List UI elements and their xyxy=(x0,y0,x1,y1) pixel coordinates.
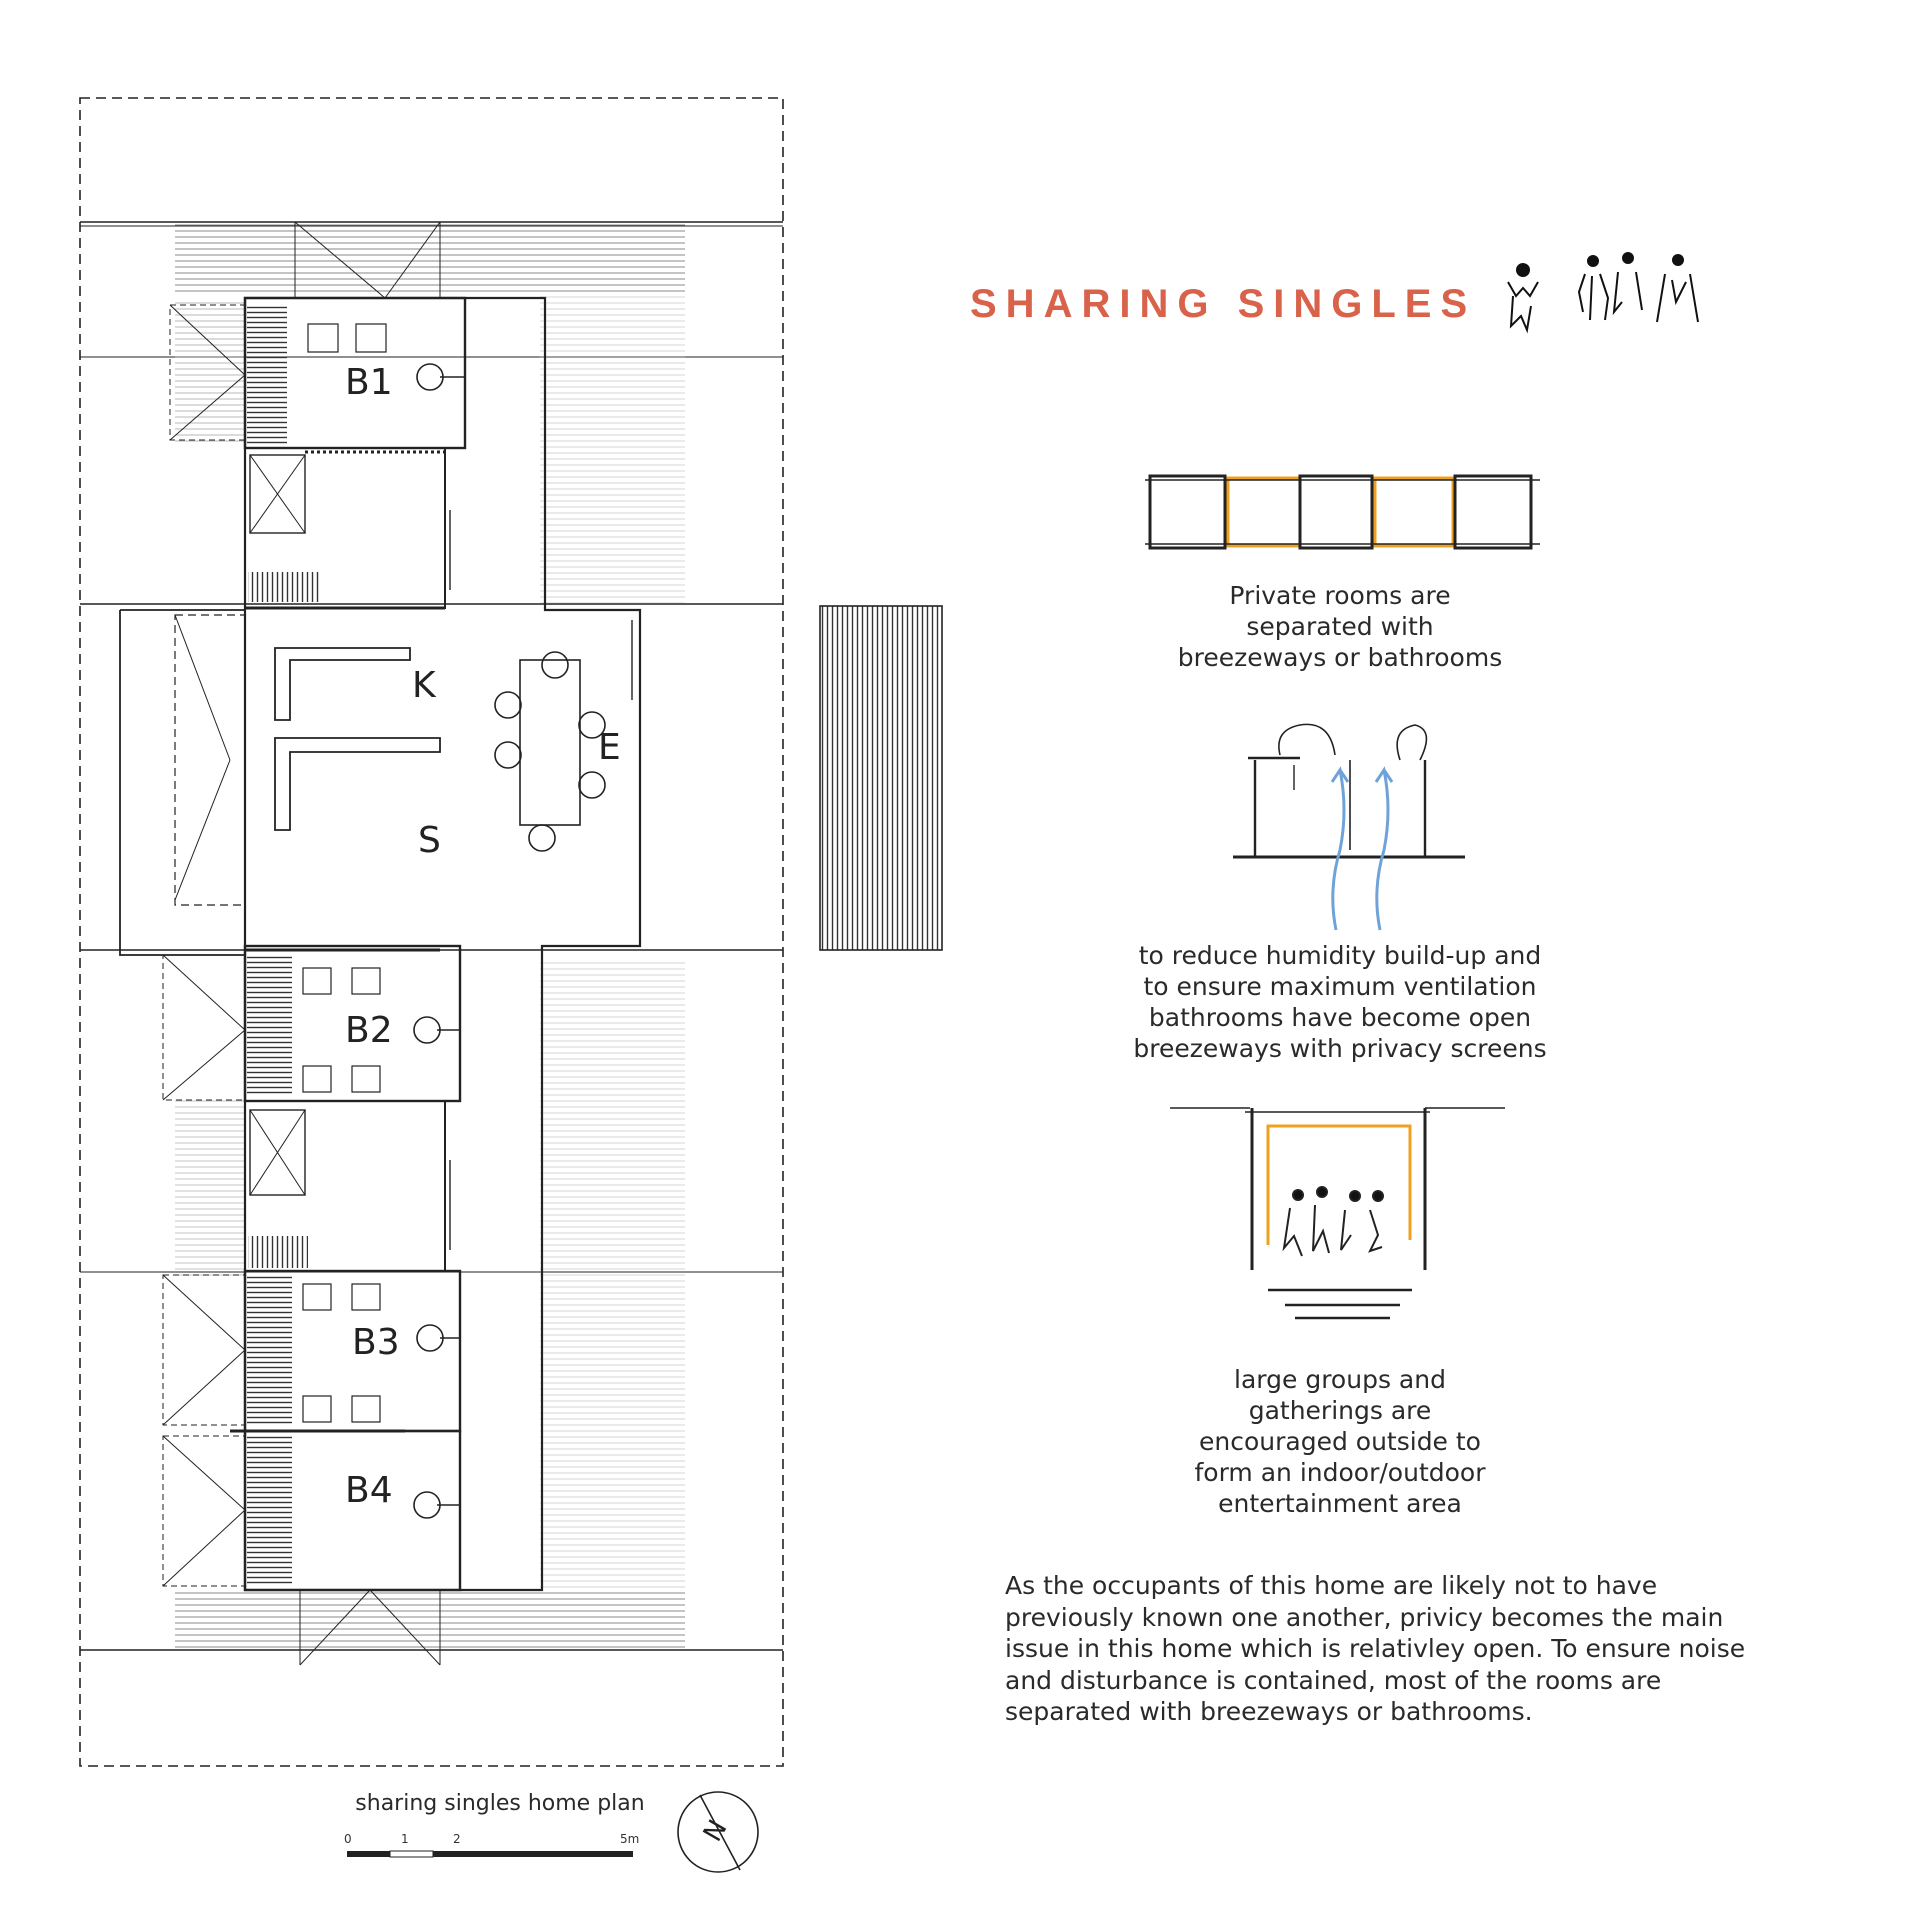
room-label-k: K xyxy=(412,665,436,706)
b3-wall-hatch xyxy=(247,1275,292,1425)
groups-caption: large groups and gatherings are encouraged outside to form an indoor/outdoor entertainment area xyxy=(1194,1365,1486,1518)
chair-6 xyxy=(529,825,555,851)
b1-closet-2 xyxy=(356,324,386,352)
dining-table xyxy=(520,660,580,825)
b2-closet-3 xyxy=(303,1066,331,1092)
doors xyxy=(414,364,465,1518)
b1-wall-hatch xyxy=(247,305,287,445)
room-label-b1: B1 xyxy=(345,362,393,403)
b3-left-diag xyxy=(163,1275,245,1350)
b3-closet-2 xyxy=(352,1284,380,1310)
airflow-arrow-2 xyxy=(1376,770,1392,930)
kitchen-island xyxy=(275,738,440,830)
b2-closet-4 xyxy=(352,1066,380,1092)
gathering-roof xyxy=(1268,1126,1410,1245)
chair-3 xyxy=(495,742,521,768)
b4-left-deck xyxy=(163,1436,245,1586)
b4-left-diag2 xyxy=(163,1510,245,1586)
b4-left-diag xyxy=(163,1436,245,1510)
room-label-e: E xyxy=(598,727,621,768)
left-deck-upper xyxy=(175,300,245,445)
living-left-diag1 xyxy=(175,615,230,760)
bottom-deck xyxy=(175,1590,685,1650)
scale-tick-5: 5m xyxy=(620,1832,640,1846)
chair-1 xyxy=(542,652,568,678)
plan-caption: sharing singles home plan xyxy=(355,1791,645,1816)
people-sketch-icon xyxy=(1508,253,1698,330)
b2-closet-2 xyxy=(352,968,380,994)
right-deck-upper xyxy=(540,292,685,604)
strip-breezeway-2 xyxy=(1375,478,1453,546)
floor-plan xyxy=(80,98,942,1766)
strip-breezeway-1 xyxy=(1228,478,1300,546)
top-deck xyxy=(175,222,685,292)
rooms-strip-diagram xyxy=(1145,476,1540,548)
scale-tick-0: 0 xyxy=(344,1832,352,1846)
left-deck-lower xyxy=(175,1100,245,1280)
b4-wall-hatch xyxy=(247,1436,292,1586)
right-deck-lower xyxy=(540,960,685,1650)
b3-left-deck xyxy=(163,1275,245,1425)
scale-tick-1: 1 xyxy=(401,1832,409,1846)
bath1-screen xyxy=(248,572,320,602)
chair-2 xyxy=(495,692,521,718)
chair-5 xyxy=(579,772,605,798)
b3-left-diag2 xyxy=(163,1350,245,1425)
ground-lines xyxy=(1268,1290,1412,1318)
north-label: N xyxy=(697,1815,734,1847)
private-rooms-caption: Private rooms are separated with breezeways or bathrooms xyxy=(1177,581,1503,672)
b2-left-diag xyxy=(163,955,245,1030)
airflow-arrow-1 xyxy=(1332,770,1348,930)
living-left-deck xyxy=(175,615,245,905)
strip-room-3 xyxy=(1455,476,1531,548)
b1-closet-1 xyxy=(308,324,338,352)
living-left-diag2 xyxy=(175,760,230,900)
b2-wall-hatch xyxy=(247,955,292,1095)
b2-left-diag2 xyxy=(163,1030,245,1100)
scale-tick-2: 2 xyxy=(453,1832,461,1846)
page-title: SHARING SINGLES xyxy=(970,282,1477,326)
strip-room-2 xyxy=(1300,476,1372,548)
gathering-people xyxy=(1284,1187,1383,1256)
ventilation-diagram xyxy=(1233,724,1465,930)
gathering-diagram xyxy=(1170,1108,1505,1318)
scale-bar xyxy=(347,1851,633,1857)
room-label-b4: B4 xyxy=(345,1470,393,1511)
b3-closet-3 xyxy=(303,1396,331,1422)
b3-closet-4 xyxy=(352,1396,380,1422)
entry-steps xyxy=(820,606,942,950)
bath2-screen xyxy=(248,1236,308,1268)
room-label-s: S xyxy=(418,820,441,861)
living-left-wing xyxy=(120,610,245,955)
room-label-b2: B2 xyxy=(345,1010,393,1051)
strip-room-1 xyxy=(1150,476,1225,548)
b2-closet-1 xyxy=(303,968,331,994)
b2-left-deck xyxy=(163,955,245,1100)
room-label-b3: B3 xyxy=(352,1322,400,1363)
kitchen-bench xyxy=(275,648,410,720)
humidity-caption: to reduce humidity build-up and to ensure maximum ventilation bathrooms have become open breezeways with privacy screens xyxy=(1133,941,1547,1063)
b3-closet-1 xyxy=(303,1284,331,1310)
description-paragraph: As the occupants of this home are likely not to have previously known one another, privicy becomes the main issue in this home which is relativley open. To ensure noise and disturbance is contained, most of the rooms are separated with breezeways or bathrooms. xyxy=(1005,1571,1746,1726)
